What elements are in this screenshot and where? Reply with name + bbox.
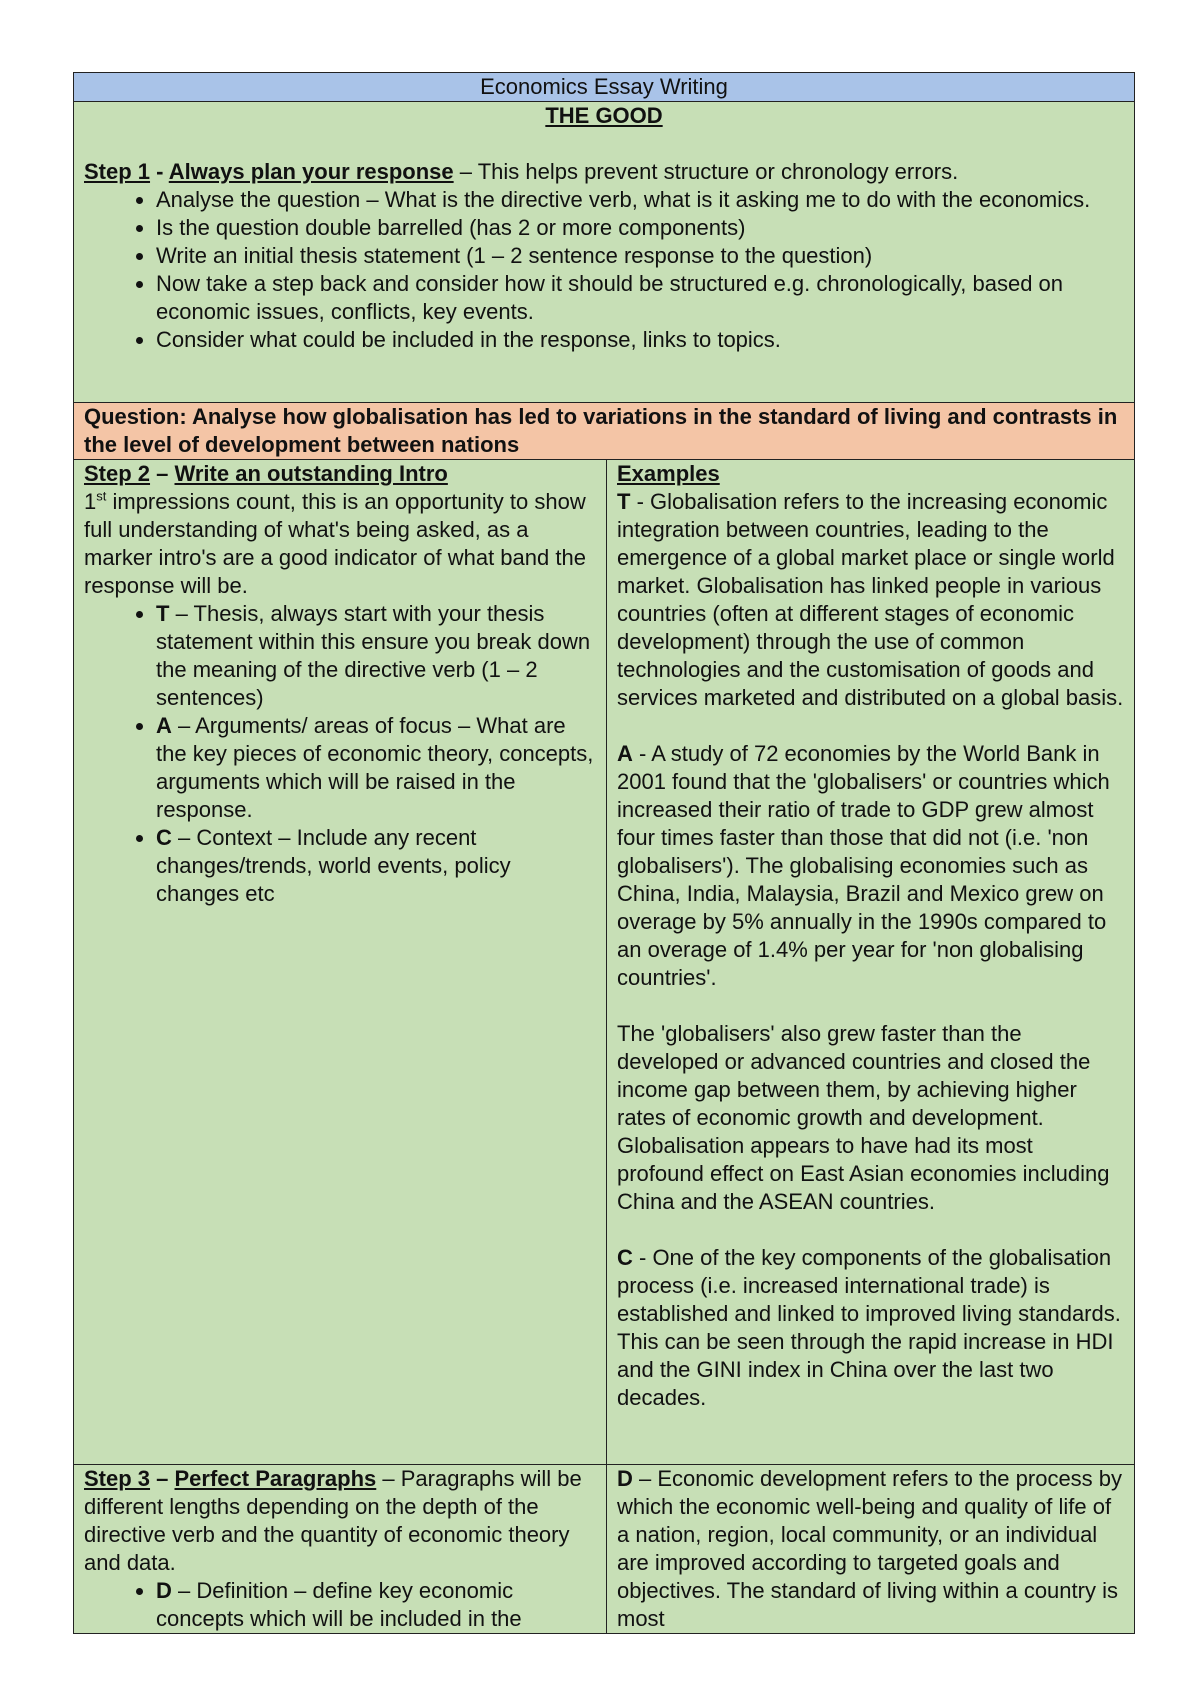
bullet-key: A — [156, 713, 172, 738]
question-text: Question: Analyse how globalisation has led to variations in the standard of living and contrasts in the level of development between nations — [84, 404, 1118, 457]
question-row — [74, 403, 1135, 460]
essay-guide-table — [73, 72, 1135, 1634]
step2-row — [74, 460, 1135, 1465]
step3-cell — [74, 1465, 607, 1634]
step3-bullet-list — [84, 1577, 596, 1633]
example-arguments — [617, 740, 1124, 992]
intro-ordinal-suffix: st — [96, 488, 107, 504]
bullet-key: C — [156, 825, 172, 850]
bullet-text: – Definition – define key economic concepts which will be included in the — [156, 1578, 522, 1631]
step3-title: Perfect Paragraphs — [174, 1466, 377, 1491]
step1-bullet: • Now take a step back and consider how it should be structured e.g. chronologically, based on economic issues, conflicts, key events. — [156, 270, 1124, 326]
step2-title: Write an outstanding Intro — [174, 461, 448, 486]
bullet-text: – Thesis, always start with your thesis statement within this ensure you break down the meaning of the directive verb (1 – 2 sentences) — [156, 601, 591, 710]
step2-bullet-context — [156, 824, 596, 908]
example-key: T — [617, 489, 631, 514]
step1-heading — [84, 158, 1124, 186]
bullet-key: D — [156, 1578, 172, 1603]
the-good-cell — [74, 102, 1135, 403]
example-thesis — [617, 488, 1124, 712]
examples-cell — [607, 460, 1135, 1465]
step2-cell — [74, 460, 607, 1465]
title-cell — [74, 73, 1135, 102]
step2-heading — [84, 460, 596, 488]
example-key: A — [617, 741, 633, 766]
step2-separator: – — [150, 461, 175, 486]
the-good-row — [74, 102, 1135, 403]
question-cell — [74, 403, 1135, 460]
step3-separator: – — [150, 1466, 175, 1491]
examples-heading: Examples — [617, 461, 720, 486]
bullet-text: – Context – Include any recent changes/trends, world events, policy changes etc — [156, 825, 511, 906]
title-row — [74, 73, 1135, 102]
step2-bullet-thesis — [156, 600, 596, 712]
step2-bullet-arguments — [156, 712, 596, 824]
step1-bullet: • Consider what could be included in the response, links to topics. — [156, 326, 1124, 354]
step2-bullet-list — [84, 600, 596, 908]
example-definition — [617, 1465, 1124, 1633]
example-context — [617, 1244, 1124, 1412]
step3-bullet-definition — [156, 1577, 596, 1633]
step3-label: Step 3 — [84, 1466, 151, 1491]
example-arguments-continued: The 'globalisers' also grew faster than the developed or advanced countries and closed the income gap between them, by achieving higher rates of economic growth and development. Globalisation appears to have had its most profound effect on East Asian economies including China and the ASEAN countries. — [617, 1021, 1110, 1214]
example-text: - One of the key components of the globalisation process (i.e. increased international trade) is established and linked to improved living standards. This can be seen through the rapid increase in HDI and the GINI index in China over the last two decades. — [617, 1245, 1121, 1410]
step3-description: – Paragraphs will be different lengths depending on the depth of the directive verb and the quantity of economic theory and data. — [84, 1466, 582, 1575]
step2-intro — [84, 488, 596, 600]
step1-bullet: • Analyse the question – What is the directive verb, what is it asking me to do with the economics. — [156, 186, 1124, 214]
step3-heading — [84, 1465, 596, 1577]
bullet-text: – Arguments/ areas of focus – What are the key pieces of economic theory, concepts, arguments which will be raised in the response. — [156, 713, 594, 822]
intro-ordinal: 1 — [84, 489, 97, 514]
step1-bullet: • Is the question double barrelled (has 2 or more components) — [156, 214, 1124, 242]
bullet-key: T — [156, 601, 170, 626]
example-text: - Globalisation refers to the increasing economic integration between countries, leading to the emergence of a global market place or single world market. Globalisation has linked people in various countries (often at different stages of economic development) through the use of common technologies and the customisation of goods and services marketed and distributed on a global basis. — [617, 489, 1124, 710]
example-text: – Economic development refers to the process by which the economic well-being and quality of life of a nation, region, local community, or an individual are improved according to targeted goals and objectives. The standard of living within a country is most — [617, 1466, 1123, 1631]
intro-text: impressions count, this is an opportunity to show full understanding of what's being asked, as a marker intro's are a good indicator of what band the response will be. — [84, 489, 586, 598]
step1-bullet: • Write an initial thesis statement (1 – 2 sentence response to the question) — [156, 242, 1124, 270]
step1-title: Always plan your response — [168, 159, 454, 184]
step2-label: Step 2 — [84, 461, 151, 486]
example-text: - A study of 72 economies by the World Bank in 2001 found that the 'globalisers' or countries which increased their ratio of trade to GDP grew almost four times faster than those that did not (i.e. 'non globalisers'). The globalising economies such as China, India, Malaysia, Brazil and Mexico grew on overage by 5% annually in the 1990s compared to an overage of 1.4% per year for 'non globalising countries'. — [617, 741, 1110, 990]
example-key: D — [617, 1466, 633, 1491]
step1-separator: - — [150, 159, 169, 184]
document-title: Economics Essay Writing — [480, 74, 728, 99]
step1-label: Step 1 — [84, 159, 151, 184]
step3-example-cell — [607, 1465, 1135, 1634]
step3-row — [74, 1465, 1135, 1634]
step1-bullet-list — [84, 186, 1124, 354]
example-key: C — [617, 1245, 633, 1270]
section-heading-the-good: THE GOOD — [545, 103, 663, 128]
step1-description: – This helps prevent structure or chronology errors. — [453, 159, 959, 184]
